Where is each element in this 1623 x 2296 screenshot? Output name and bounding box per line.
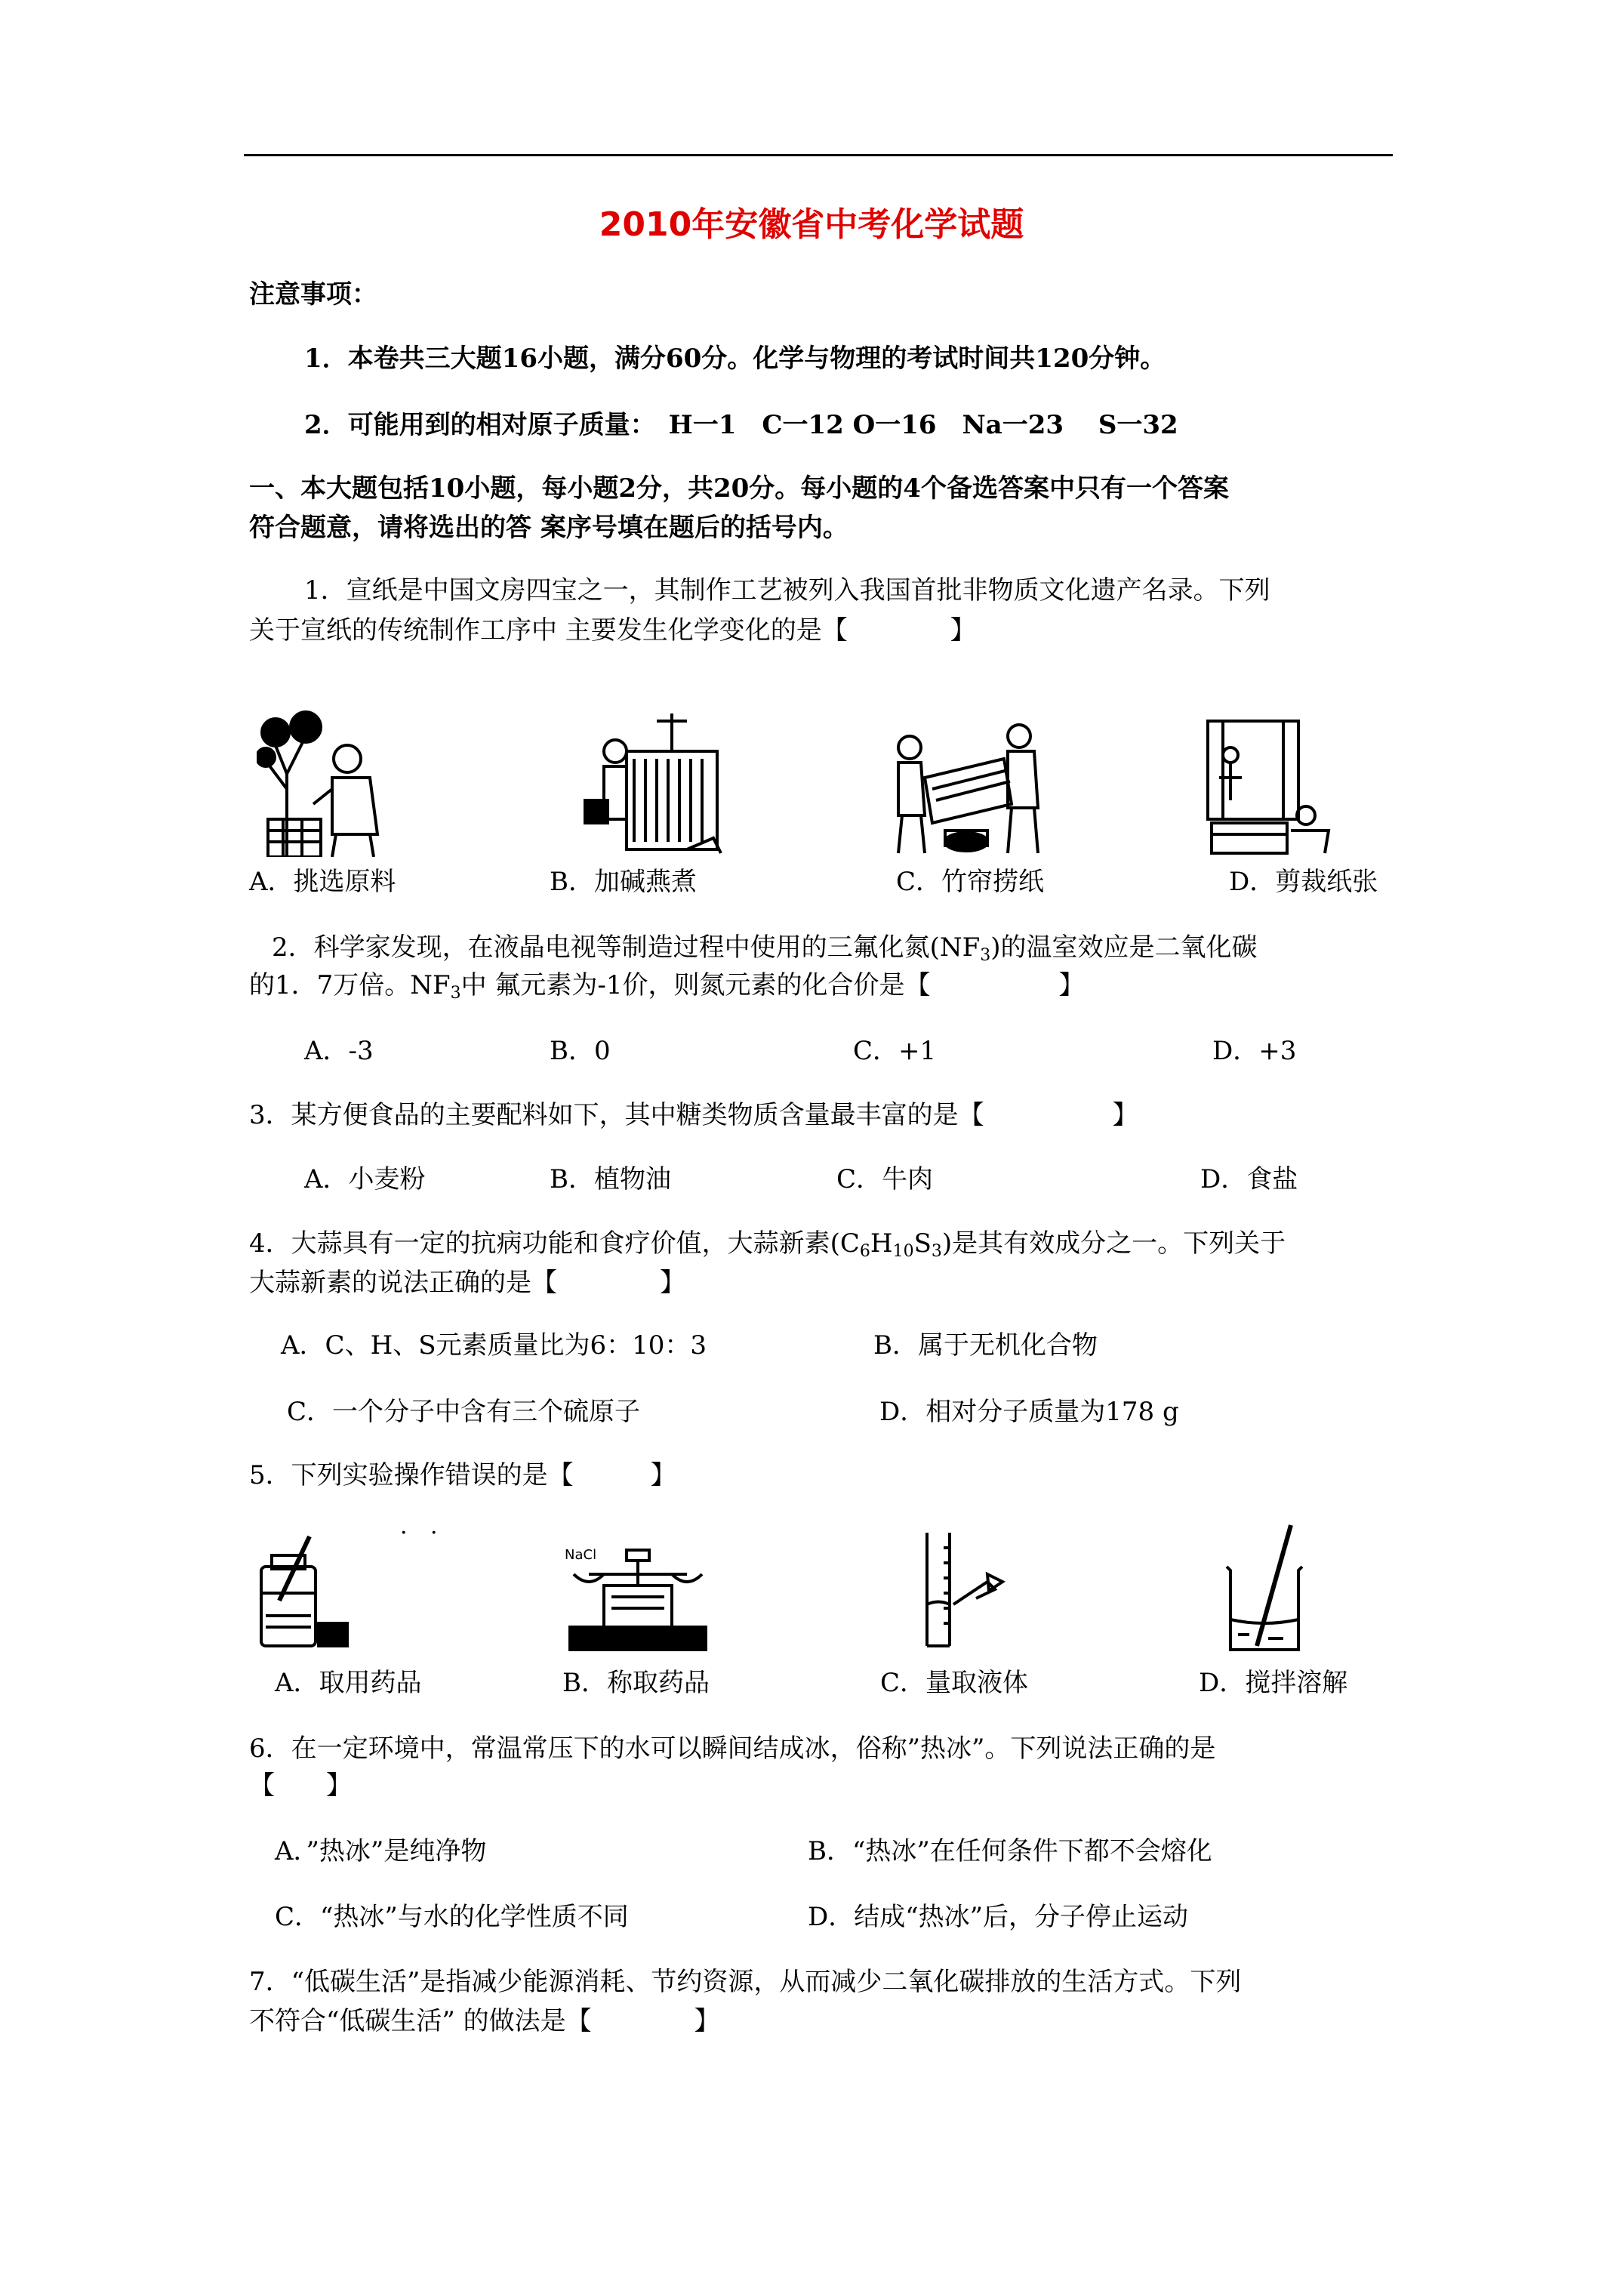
q1-figure-c — [883, 717, 1057, 861]
q6-line1: 6．在一定环境中，常温常压下的水可以瞬间结成冰，俗称”热冰”。下列说法正确的是 — [249, 1734, 1216, 1764]
q6-option-d: D．结成“热冰”后，分子停止运动 — [808, 1902, 1189, 1932]
q4-option-d: D．相对分子质量为178 g — [879, 1397, 1179, 1427]
q5-nacl-label: NaCl — [565, 1547, 597, 1563]
notice-heading: 注意事项： — [249, 279, 377, 310]
q4-option-c: C．一个分子中含有三个硫原子 — [287, 1397, 641, 1427]
q4-line2: 大蒜新素的说法正确的是【 】 — [249, 1268, 685, 1298]
q4-line1: 4．大蒜具有一定的抗病功能和食疗价值，大蒜新素$(C_6H_{10}S_3)$是其有效成分之一。下列关于 — [249, 1228, 1286, 1261]
q1-line1: 1．宣纸是中国文房四宝之一，其制作工艺被列入我国首批非物质文化遗产名录。下列 — [304, 575, 1270, 606]
q1-figure-a — [257, 706, 408, 857]
q1-figure-d — [1200, 717, 1336, 857]
q1-option-c: C．竹帘捞纸 — [896, 867, 1045, 897]
q6-option-b: B．“热冰”在任何条件下都不会熔化 — [808, 1836, 1212, 1866]
q1-figure-b — [581, 706, 732, 857]
section1-line1: 一、本大题包括10小题，每小题2分，共20分。每小题的4个备选答案中只有一个答案 — [249, 473, 1229, 504]
page-title: 2010年安徽省中考化学试题 — [599, 205, 1024, 244]
q3-line1: 3．某方便食品的主要配料如下，其中糖类物质含量最丰富的是【 】 — [249, 1100, 1138, 1130]
q5-line1: 5．下列实验操作错误的是【 】 — [249, 1460, 676, 1490]
q5-option-d: D．搅拌溶解 — [1199, 1668, 1348, 1698]
q2-option-c: C．+1 — [853, 1036, 937, 1066]
q3-option-b: B．植物油 — [550, 1164, 671, 1194]
q2-option-b: B．0 — [550, 1036, 611, 1066]
q2-line1: 2．科学家发现，在液晶电视等制造过程中使用的三氟化氮$(NF_3)$的温室效应是二氧化碳 — [272, 932, 1258, 965]
q4-option-b: B．属于无机化合物 — [873, 1330, 1098, 1361]
q5-stray-dots: · — [400, 1520, 408, 1546]
q5-option-c: C．量取液体 — [880, 1668, 1029, 1698]
q2-option-a: A．-3 — [304, 1036, 374, 1066]
q3-option-a: A．小麦粉 — [304, 1164, 426, 1194]
q4-option-a: A．C、H、S元素质量比为6：10：3 — [281, 1330, 707, 1361]
q1-option-b: B．加碱燕煮 — [550, 867, 697, 897]
notice-item-1: 1．本卷共三大题16小题，满分60分。化学与物理的考试时间共120分钟。 — [304, 344, 1166, 374]
q5-option-b: B．称取药品 — [562, 1668, 710, 1698]
q1-line2: 关于宣纸的传统制作工序中 主要发生化学变化的是【 】 — [249, 615, 976, 646]
q3-option-c: C．牛肉 — [836, 1164, 934, 1194]
q1-option-a: A．挑选原料 — [249, 867, 396, 897]
q5-figure-a — [257, 1533, 355, 1650]
q6-option-a: A．”热冰”是纯净物 — [275, 1836, 487, 1866]
q5-figure-c — [919, 1529, 1010, 1650]
header-rule — [244, 154, 1393, 156]
q7-line1: 7．“低碳生活”是指减少能源消耗、节约资源，从而减少二氧化碳排放的生活方式。下列 — [249, 1967, 1242, 1997]
q6-line2: 【 】 — [249, 1771, 352, 1801]
section1-line2: 符合题意，请将选出的答 案序号填在题后的括号内。 — [249, 513, 848, 543]
notice-item-2: 2．可能用到的相对原子质量： H一1 C一12 O一16 Na一23 S一32 — [304, 410, 1178, 440]
q1-option-d: D．剪裁纸张 — [1229, 867, 1378, 897]
q5-stray-dots-2: · — [430, 1520, 438, 1546]
q2-line2: 的1．7万倍。$NF_3$中 氟元素为-1价，则氮元素的化合价是【 】 — [249, 970, 1085, 1003]
q6-option-c: C．“热冰”与水的化学性质不同 — [275, 1902, 629, 1932]
q3-option-d: D．食盐 — [1200, 1164, 1298, 1194]
q5-option-a: A．取用药品 — [275, 1668, 422, 1698]
q2-option-d: D．+3 — [1212, 1036, 1297, 1066]
q7-line2: 不符合“低碳生活” 的做法是【 】 — [249, 2006, 720, 2036]
q5-figure-d — [1223, 1521, 1313, 1653]
